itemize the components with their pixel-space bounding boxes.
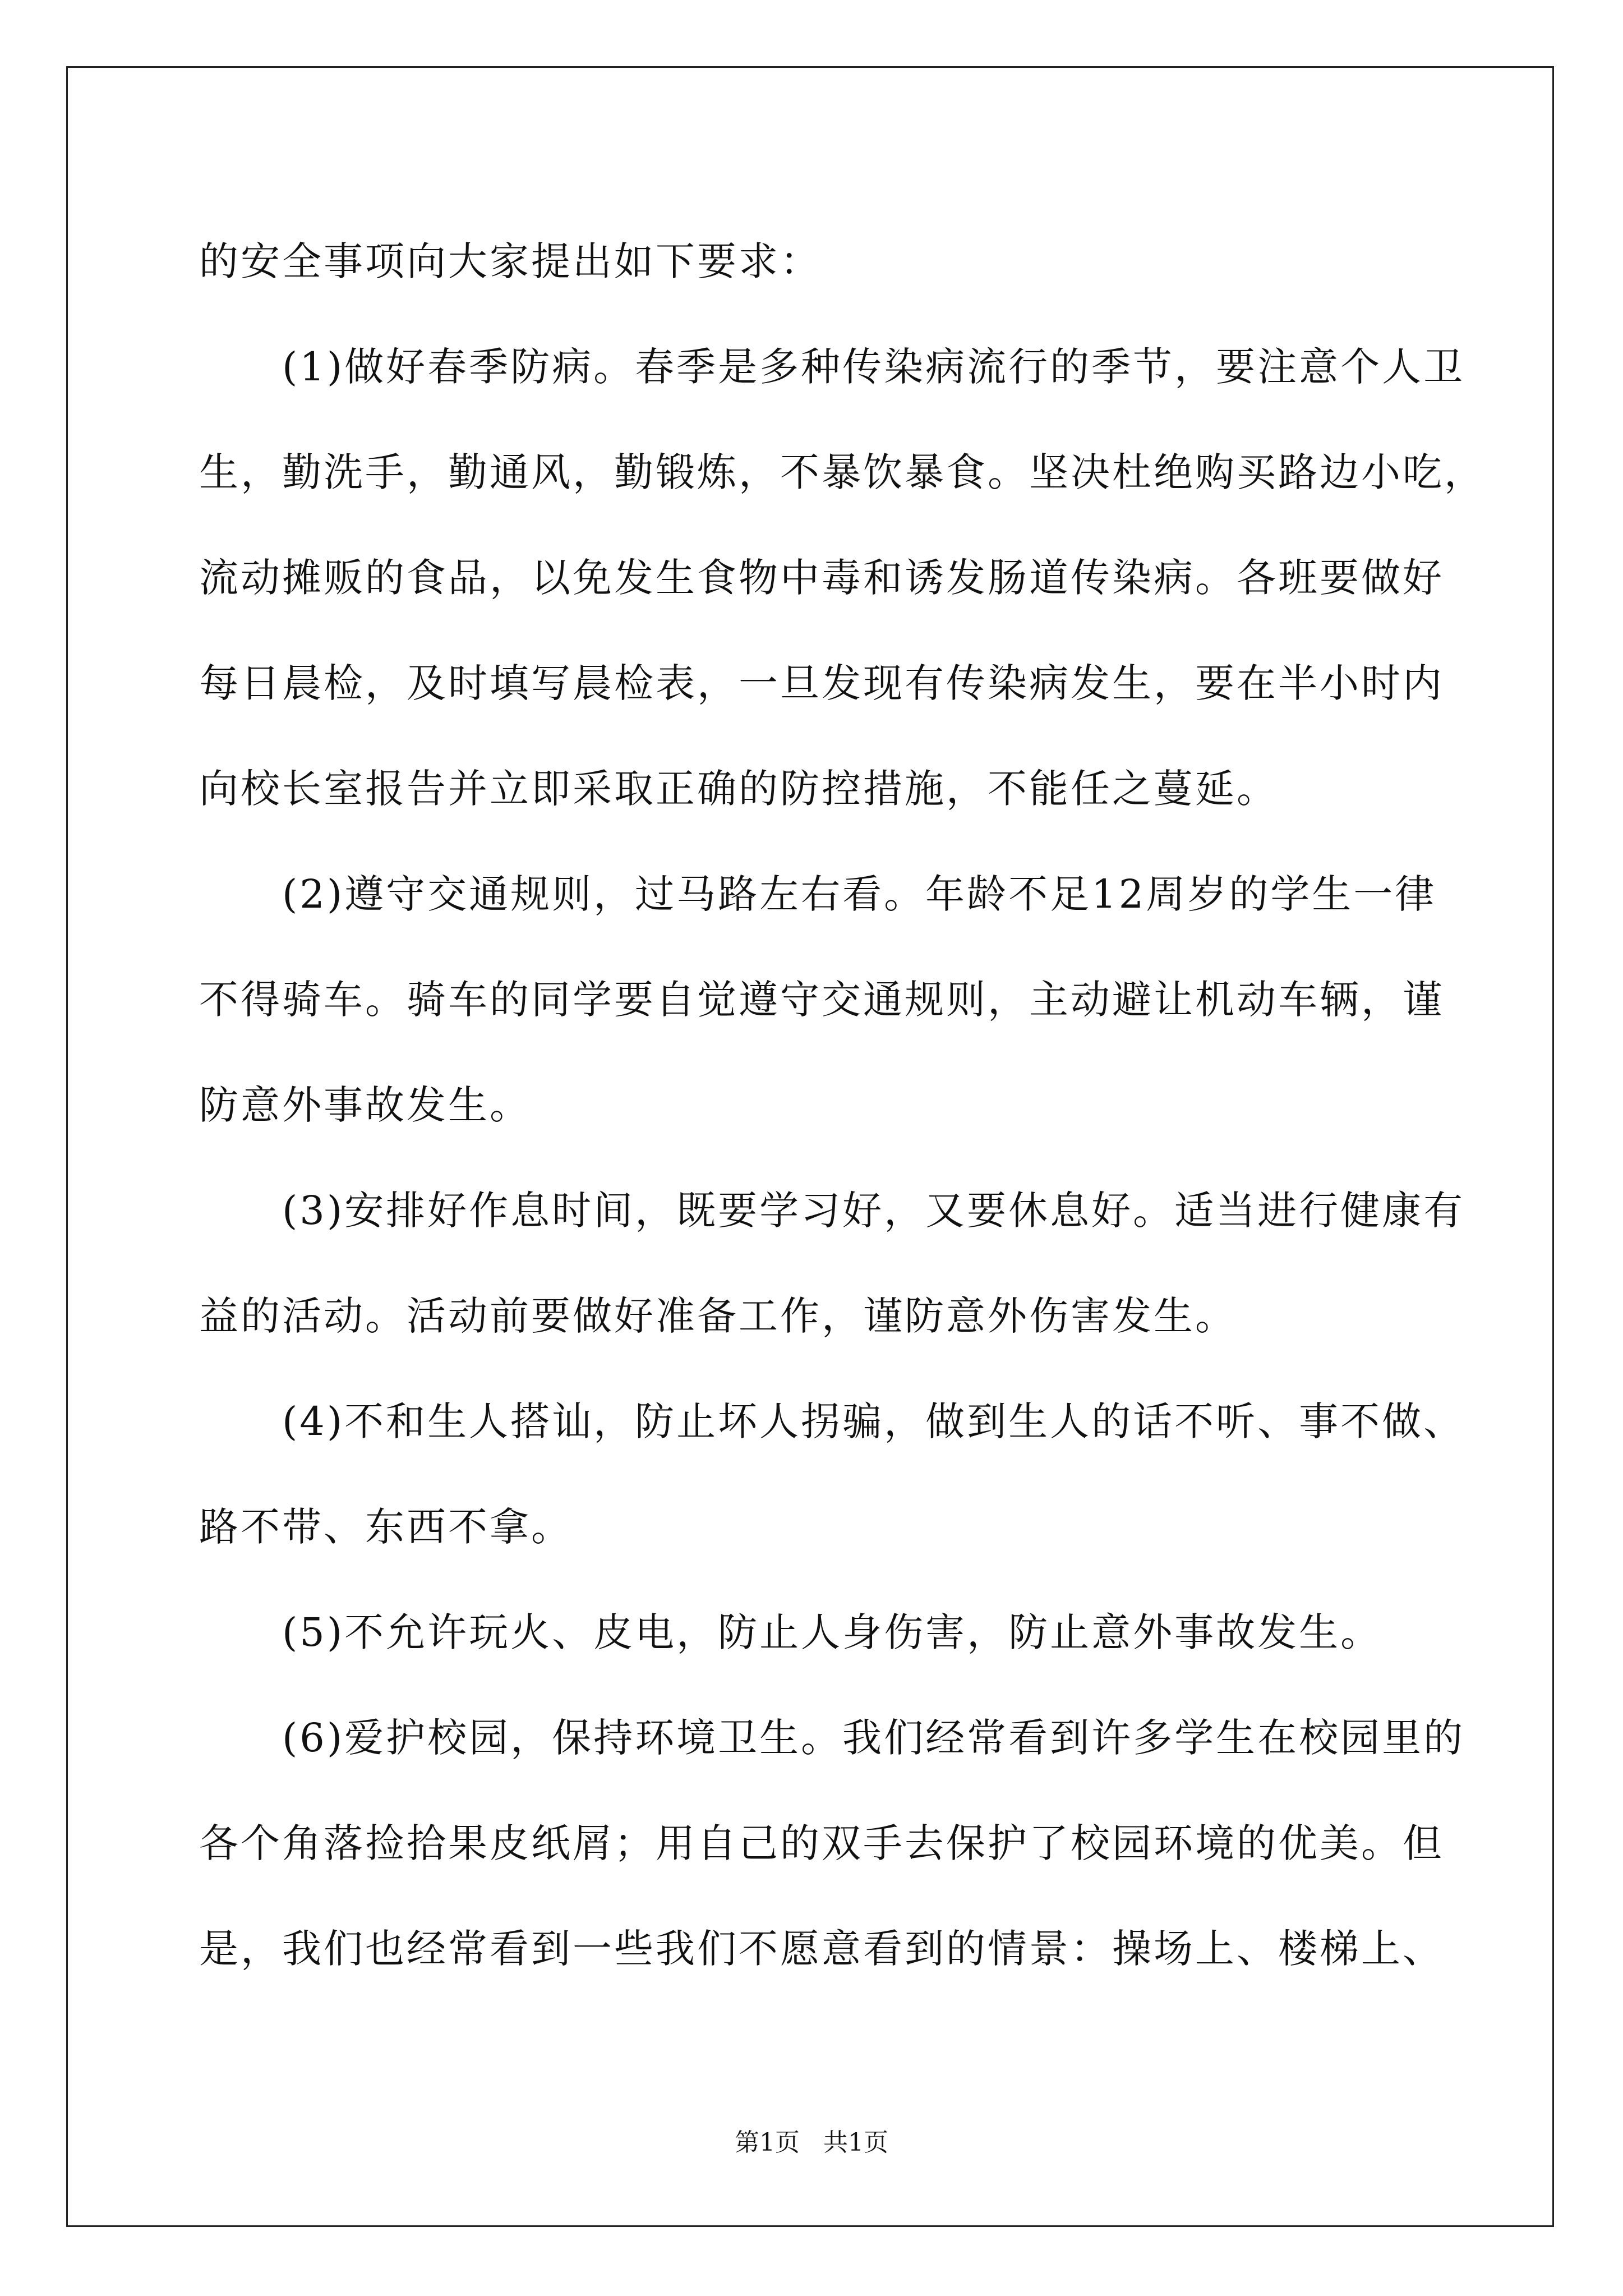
text-line: 各个角落捡拾果皮纸屑；用自己的双手去保护了校园环境的优美。但 (199, 1820, 1444, 1866)
paragraph-1-line: (1)做好春季防病。春季是多种传染病流行的季节，要注意个人卫 (282, 344, 1465, 390)
text-line: 每日晨检，及时填写晨检表，一旦发现有传染病发生，要在半小时内 (199, 660, 1444, 706)
paragraph-5-line: (5)不允许玩火、皮电，防止人身伤害，防止意外事故发生。 (282, 1609, 1382, 1655)
text-line: 流动摊贩的食品，以免发生食物中毒和诱发肠道传染病。各班要做好 (199, 555, 1444, 601)
text-line: 生，勤洗手，勤通风，勤锻炼，不暴饮暴食。坚决杜绝购买路边小吃， (199, 449, 1486, 495)
paragraph-4-line: (4)不和生人搭讪，防止坏人拐骗，做到生人的话不听、事不做、 (282, 1398, 1465, 1444)
text-line: 不得骑车。骑车的同学要自觉遵守交通规则，主动避让机动车辆，谨 (199, 977, 1444, 1023)
text-line: 路不带、东西不拿。 (199, 1504, 573, 1550)
text-line: 益的活动。活动前要做好准备工作，谨防意外伤害发生。 (199, 1293, 1237, 1339)
page-number: 第1页 共1页 (735, 2128, 888, 2157)
paragraph-2-line: (2)遵守交通规则，过马路左右看。年龄不足12周岁的学生一律 (282, 871, 1437, 917)
document-body (199, 209, 1486, 2001)
paragraph-3-line: (3)安排好作息时间，既要学习好，又要休息好。适当进行健康有 (282, 1188, 1465, 1234)
text-line: 向校长室报告并立即采取正确的防控措施，不能任之蔓延。 (199, 766, 1278, 812)
text-line: 是，我们也经常看到一些我们不愿意看到的情景：操场上、楼梯上、 (199, 1926, 1444, 1972)
text-line: 的安全事项向大家提出如下要求： (199, 238, 822, 284)
text-line: 防意外事故发生。 (199, 1082, 531, 1128)
paragraph-6-line: (6)爱护校园，保持环境卫生。我们经常看到许多学生在校园里的 (282, 1715, 1465, 1761)
